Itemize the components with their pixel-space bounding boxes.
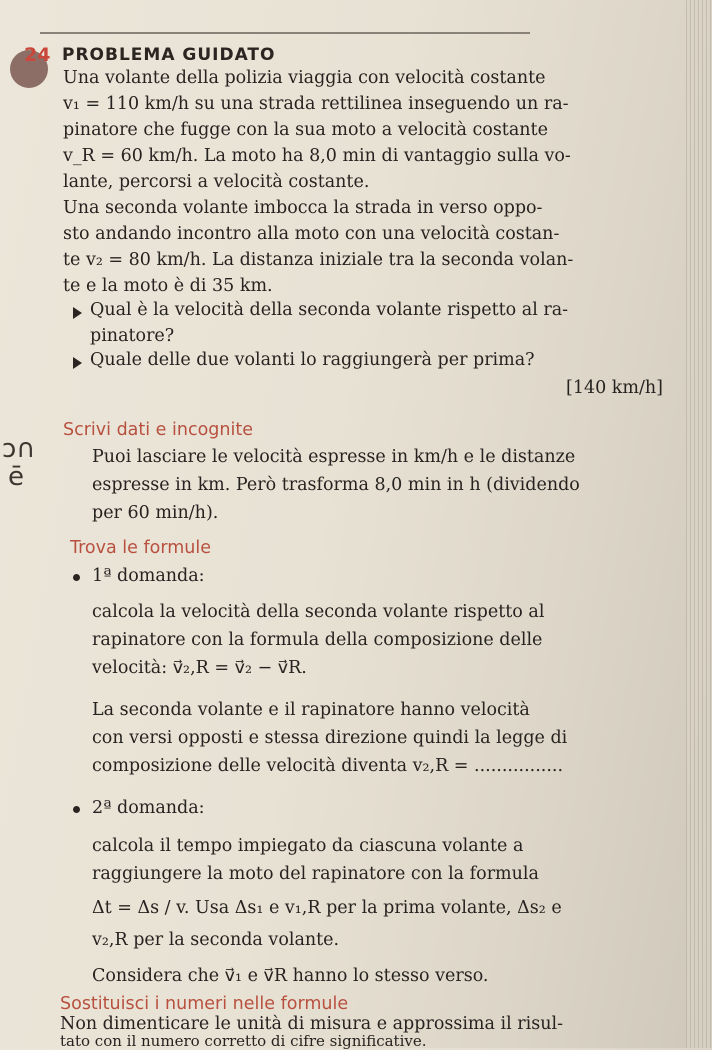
page-edge <box>686 0 712 1048</box>
intro-line: lante, percorsi a velocità costante. <box>63 172 370 192</box>
intro-line: te v₂ = 80 km/h. La distanza iniziale tra la seconda volan- <box>63 250 574 270</box>
data-line: Puoi lasciare le velocità espresse in km/h e le distanze <box>92 447 576 467</box>
question-line: pinatore? <box>90 326 175 346</box>
heading-data: Scrivi dati e incognite <box>63 420 253 440</box>
data-line: espresse in km. Però trasforma 8,0 min in h (dividendo <box>92 475 580 495</box>
formula-note: Considera che v⃗₁ e v⃗R hanno lo stesso verso. <box>92 966 489 986</box>
bullet <box>73 806 80 813</box>
intro-line: te e la moto è di 35 km. <box>63 276 273 296</box>
intro-line: sto andando incontro alla moto con una velocità costan- <box>63 224 560 244</box>
formula-line: Δt = Δs / v. Usa Δs₁ e v₁,R per la prima volante, Δs₂ e <box>92 898 562 918</box>
handwritten-mark: ↄ∩ <box>2 434 36 464</box>
intro-line: v₁ = 110 km/h su una strada rettilinea inseguendo un ra- <box>63 94 569 114</box>
formula-line: v₂,R per la seconda volante. <box>92 930 340 950</box>
problem-title: PROBLEMA GUIDATO <box>62 45 276 65</box>
intro-line: pinatore che fugge con la sua moto a velocità costante <box>63 120 548 140</box>
formula-line: calcola la velocità della seconda volante rispetto al <box>92 602 545 622</box>
q1-label: 1ª domanda: <box>92 566 205 586</box>
question-line: Qual è la velocità della seconda volante rispetto al ra- <box>90 300 569 320</box>
formula-line: rapinatore con la formula della composizione delle <box>92 630 543 650</box>
formula-line: composizione delle velocità diventa v₂,R = ................ <box>92 756 564 776</box>
bullet <box>73 574 80 581</box>
formula-line: La seconda volante e il rapinatore hanno velocità <box>92 700 530 720</box>
formula-line: calcola il tempo impiegato da ciascuna volante a <box>92 836 524 856</box>
intro-line: Una seconda volante imbocca la strada in verso oppo- <box>63 198 543 218</box>
answer-key: [140 km/h] <box>566 378 663 398</box>
problem-number-badge <box>4 44 56 74</box>
data-line: per 60 min/h). <box>92 503 219 523</box>
substitute-line: Non dimenticare le unità di misura e approssima il risul- <box>60 1014 563 1034</box>
formula-line: raggiungere la moto del rapinatore con la formula <box>92 864 539 884</box>
intro-line: Una volante della polizia viaggia con velocità costante <box>63 68 546 88</box>
heading-substitute: Sostituisci i numeri nelle formule <box>60 994 349 1014</box>
top-rule <box>40 32 530 34</box>
question-arrow-icon <box>73 307 82 319</box>
heading-formulas: Trova le formule <box>70 538 211 558</box>
q2-label: 2ª domanda: <box>92 798 205 818</box>
substitute-line: tato con il numero corretto di cifre significative. <box>60 1032 427 1050</box>
intro-line: v_R = 60 km/h. La moto ha 8,0 min di vantaggio sulla vo- <box>63 146 571 166</box>
formula-line: velocità: v⃗₂,R = v⃗₂ − v⃗R. <box>92 658 307 678</box>
problem-number: 24 <box>24 44 51 66</box>
formula-line: con versi opposti e stessa direzione quindi la legge di <box>92 728 568 748</box>
handwritten-mark: ē <box>8 462 24 492</box>
question-arrow-icon <box>73 357 82 369</box>
question-line: Quale delle due volanti lo raggiungerà per prima? <box>90 350 535 370</box>
